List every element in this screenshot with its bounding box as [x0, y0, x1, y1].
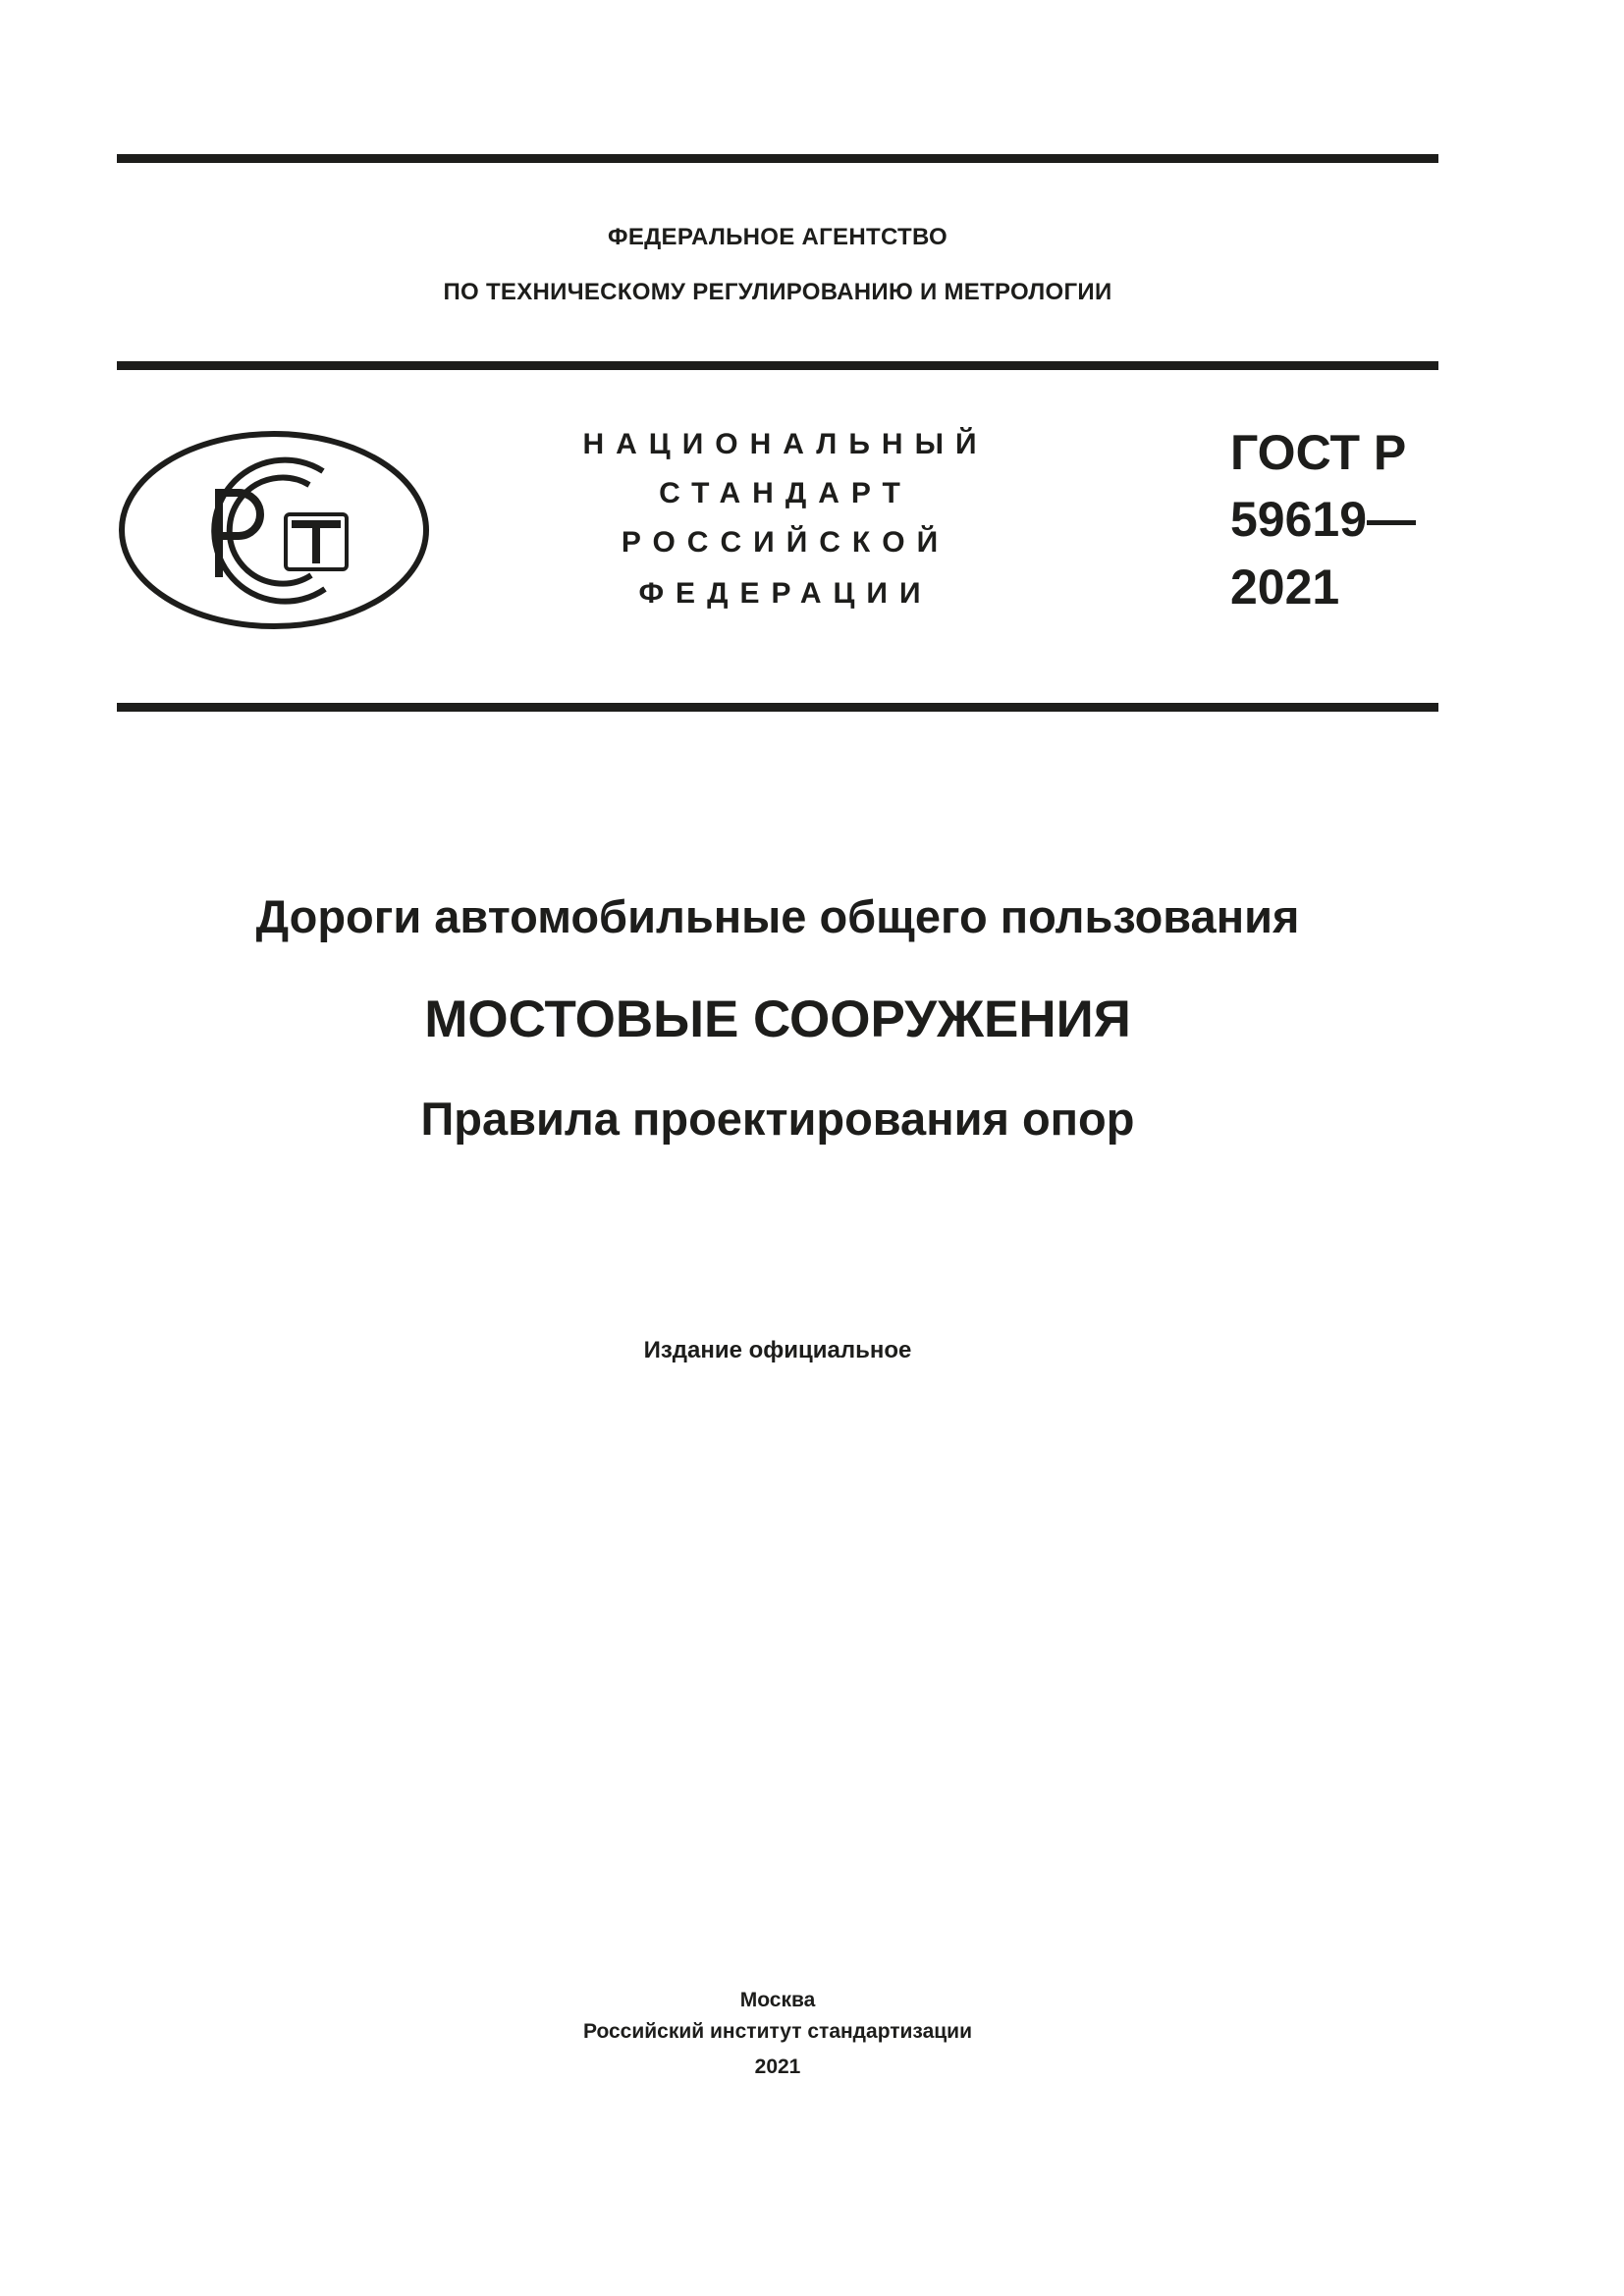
imprint-publisher: Российский институт стандартизации	[582, 2020, 973, 2043]
national-standard-line-2: СТАНДАРТ	[659, 477, 912, 509]
agency-line-1: ФЕДЕРАЛЬНОЕ АГЕНТСТВО	[608, 224, 947, 250]
document-title-sub: Правила проектирования опор	[420, 1093, 1135, 1145]
gost-r-logo-icon	[117, 430, 431, 630]
standard-designation-line-1: ГОСТ Р	[1230, 425, 1407, 480]
section-rule	[117, 703, 1438, 712]
imprint-city: Москва	[739, 1989, 816, 2011]
standard-designation-line-2: 59619—	[1230, 492, 1417, 547]
national-standard-line-1: НАЦИОНАЛЬНЫЙ	[582, 428, 989, 460]
standard-designation-line-3: 2021	[1230, 560, 1340, 614]
top-rule	[117, 154, 1438, 163]
imprint-year: 2021	[754, 2056, 801, 2078]
edition-label: Издание официальное	[643, 1337, 912, 1363]
national-standard-line-4: ФЕДЕРАЦИИ	[638, 577, 933, 610]
national-standard-line-3: РОССИЙСКОЙ	[621, 526, 950, 559]
header-rule	[117, 361, 1438, 370]
agency-line-2: ПО ТЕХНИЧЕСКОМУ РЕГУЛИРОВАНИЮ И МЕТРОЛОГИИ	[443, 279, 1112, 305]
document-title-general: Дороги автомобильные общего пользования	[255, 890, 1300, 942]
document-title-main: МОСТОВЫЕ СООРУЖЕНИЯ	[424, 990, 1131, 1048]
